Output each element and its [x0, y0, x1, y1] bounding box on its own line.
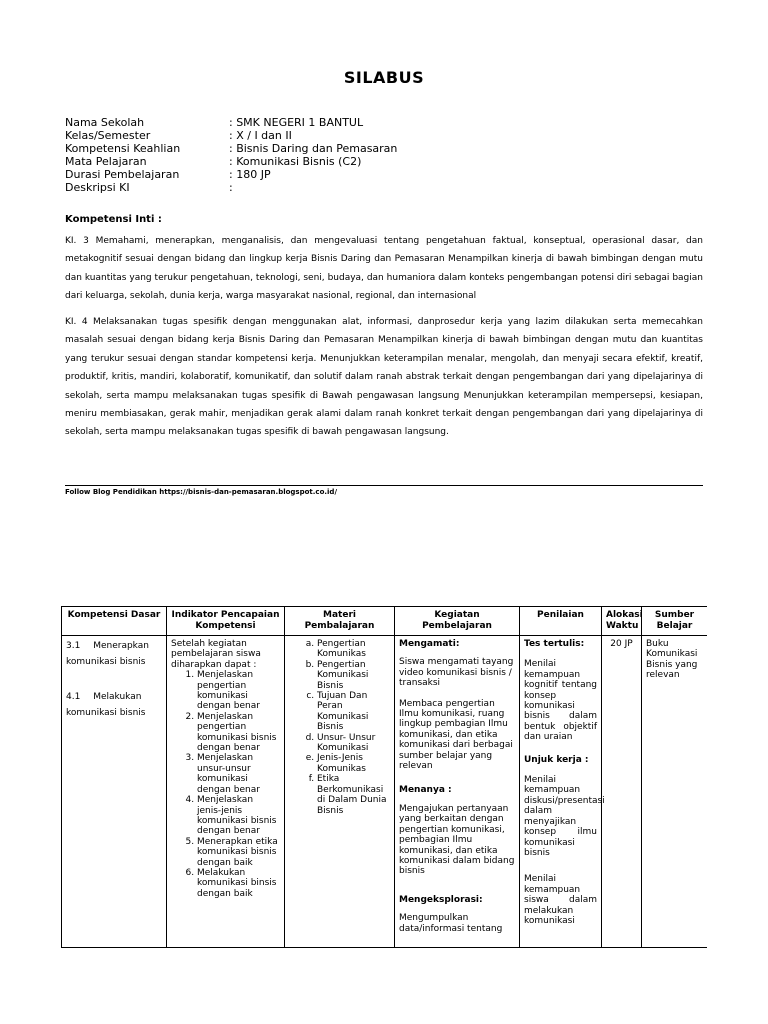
- info-row-description: [65, 181, 397, 194]
- cell-penilaian: [520, 636, 605, 948]
- list-item: 4. Menjelaskan jenis-jenis komunikasi bisnis dengan benar: [197, 795, 280, 837]
- penilaian-text: Menilai kemampuan siswa dalam melakukan komunikasi: [524, 874, 597, 926]
- info-row-duration: [65, 168, 397, 181]
- cell-kegiatan: [395, 636, 520, 948]
- header-kegiatan: Kegiatan Pembelajaran: [395, 607, 520, 636]
- footer-divider: [65, 485, 703, 486]
- info-label: Kompetensi Keahlian: [65, 142, 181, 156]
- cell-kompetensi-dasar: [62, 636, 167, 948]
- info-label: Kelas/Semester: [65, 129, 151, 143]
- list-item: e. Jenis-Jenis Komunikas: [317, 753, 390, 774]
- footer-blog-link[interactable]: Follow Blog Pendidikan https://bisnis-dan-pemasaran.blogspot.co.id/: [65, 488, 338, 496]
- info-row-competency: [65, 142, 397, 155]
- info-label: Nama Sekolah: [65, 116, 145, 129]
- info-value: : Komunikasi Bisnis (C2): [229, 155, 362, 169]
- penilaian-text: Menilai kemampuan kognitif tentang konsep komunikasi bisnis dalam bentuk objektif dan uraian: [524, 659, 597, 743]
- header-alokasi: Alokasi Waktu: [602, 607, 642, 636]
- kd-number: 4.1: [66, 692, 81, 702]
- list-item: d. Unsur- Unsur Komunikasi: [317, 733, 390, 754]
- materi-list: [289, 639, 390, 816]
- list-item: b. Pengertian Komunikasi Bisnis: [317, 660, 390, 691]
- info-value: : 180 JP: [229, 168, 271, 182]
- info-row-subject: [65, 155, 397, 168]
- cell-materi: [285, 636, 395, 948]
- kegiatan-heading: Menanya :: [399, 785, 452, 796]
- cell-indikator: [167, 636, 285, 948]
- kegiatan-heading: Mengeksplorasi:: [399, 894, 483, 905]
- kegiatan-text: Siswa mengamati tayang video komunikasi bisnis / transaksi: [399, 657, 514, 689]
- info-value: : SMK NEGERI 1 BANTUL: [229, 116, 364, 129]
- info-label: Durasi Pembelajaran: [65, 168, 180, 182]
- list-item: 3. Menjelaskan unsur-unsur komunikasi dengan benar: [197, 753, 280, 795]
- header-sumber: Sumber Belajar: [642, 607, 708, 636]
- info-label: Mata Pelajaran: [65, 155, 147, 169]
- list-item: 1. Menjelaskan pengertian komunikasi dengan benar: [197, 670, 280, 712]
- penilaian-heading: Tes tertulis:: [524, 639, 585, 649]
- list-item: 5. Menerapkan etika komunikasi bisnis dengan baik: [197, 837, 280, 868]
- list-item: 2. Menjelaskan pengertian komunikasi bisnis dengan benar: [197, 712, 280, 754]
- list-item: c. Tujuan Dan Peran Komunikasi Bisnis: [317, 691, 390, 733]
- info-row-school: [65, 116, 397, 129]
- indikator-list: [171, 670, 280, 899]
- kd-item: [66, 639, 162, 670]
- header-kompetensi-dasar: Kompetensi Dasar: [62, 607, 167, 636]
- header-materi: Materi Pembalajaran: [285, 607, 395, 636]
- ki3-paragraph: KI. 3 Memahami, menerapkan, menganalisis, dan mengevaluasi tentang pengetahuan faktual, konseptual, operasional dasar, dan metakognitif sesuai dengan bidang dan lingkup kerja Bisnis Daring dan Pemasaran Menampilkan kinerja di bawah bimbingan dengan mutu dan kuantitas yang terukur pengetahuan, teknologi, seni, budaya, dan humaniora dalam konteks pengembangan potensi diri sebagai bagian dari keluarga, sekolah, dunia kerja, warga masyarakat nasional, regional, dan internasional: [65, 236, 703, 302]
- info-value: : Bisnis Daring dan Pemasaran: [229, 142, 398, 156]
- syllabus-table: [61, 606, 707, 948]
- school-info: [65, 116, 397, 195]
- list-item: a. Pengertian Komunikas: [317, 639, 390, 660]
- penilaian-heading: Unjuk kerja :: [524, 754, 589, 765]
- document-title: SILABUS: [343, 68, 425, 87]
- table-header-row: [62, 607, 708, 636]
- cell-sumber: Buku Komunikasi Bisnis yang relevan: [642, 636, 708, 948]
- cell-alokasi: 20 JP: [602, 636, 642, 948]
- info-label: Deskripsi KI: [65, 181, 130, 195]
- header-indikator: Indikator Pencapaian Kompetensi: [167, 607, 285, 636]
- table-row: [62, 636, 708, 948]
- kegiatan-text: Membaca pengertian Ilmu komunikasi, ruang lingkup pembagian Ilmu komunikasi, dan etika komunikasi dari berbagai sumber belajar yang relevan: [399, 698, 513, 772]
- kd-text: Menerapkan komunikasi bisnis: [66, 641, 149, 667]
- kegiatan-heading: Mengamati:: [399, 639, 460, 649]
- info-value: :: [229, 181, 233, 195]
- kegiatan-text: Mengumpulkan data/informasi tentang: [399, 913, 503, 934]
- syllabus-table-wrapper: [61, 606, 707, 1020]
- list-item: 6. Melakukan komunikasi binsis dengan baik: [197, 868, 280, 899]
- kd-number: 3.1: [66, 641, 81, 651]
- info-value: : X / I dan II: [229, 129, 292, 143]
- info-row-class: [65, 129, 397, 142]
- indikator-intro: Setelah kegiatan pembelajaran siswa diharapkan dapat :: [171, 639, 261, 670]
- penilaian-text: Menilai kemampuan diskusi/presentasi dalam menyajikan konsep ilmu komunikasi bisnis: [524, 775, 605, 858]
- core-competency-heading: Kompetensi Inti :: [65, 214, 162, 225]
- kd-text: Melakukan komunikasi bisnis: [66, 692, 146, 718]
- kegiatan-text: Mengajukan pertanyaan yang berkaitan dengan pengertian komunikasi, pembagian Ilmu komunikasi, dan etika komunikasi dalam bidang bisnis: [399, 803, 515, 877]
- header-penilaian: Penilaian: [520, 607, 602, 636]
- list-item: f. Etika Berkomunikasi di Dalam Dunia Bisnis: [317, 774, 390, 816]
- ki4-paragraph: KI. 4 Melaksanakan tugas spesifik dengan menggunakan alat, informasi, danprosedur kerja yang lazim dilakukan serta memecahkan masalah sesuai dengan bidang kerja Bisnis Daring dan Pemasaran Menampilkan kinerja di bawah bimbingan dengan mutu dan kuantitas yang terukur sesuai dengan standar kompetensi kerja. Menunjukkan keterampilan menalar, mengolah, dan menyaji secara efektif, kreatif, produktif, kritis, mandiri, kolaboratif, komunikatif, dan solutif dalam ranah abstrak terkait dengan pengembangan dari yang dipelajarinya di sekolah, serta mampu melaksanakan tugas spesifik di Bawah pengawasan langsung Menunjukkan keterampilan mempersepsi, kesiapan, meniru membiasakan, gerak mahir, menjadikan gerak alami dalam ranah konkret terkait dengan pengembangan dari yang dipelajarinya di sekolah, serta mampu melaksanakan tugas spesifik di bawah pengawasan langsung.: [65, 317, 703, 438]
- kd-item: [66, 690, 162, 721]
